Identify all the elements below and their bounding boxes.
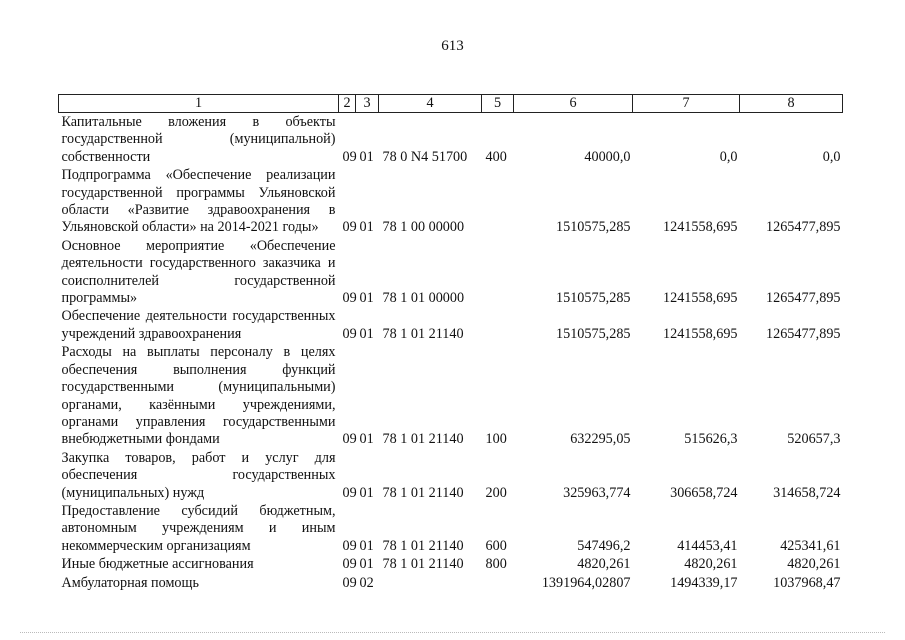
row-target-article: 78 1 01 21140 (382, 537, 464, 554)
row-expense-type: 100 (485, 431, 507, 448)
page-number: 613 (441, 38, 464, 54)
row-value-col8: 1265477,895 (766, 219, 841, 236)
row-section: 09 (342, 431, 357, 448)
table-row (59, 574, 843, 592)
row-expense-type: 200 (485, 484, 507, 501)
row-value-col6: 1510575,285 (556, 325, 631, 342)
header-col-3: 3 (356, 95, 379, 113)
row-target-article (379, 574, 482, 592)
header-col-5: 5 (482, 95, 514, 113)
row-section: 09 (342, 484, 357, 501)
row-section: 09 (342, 574, 357, 591)
row-expense-type (482, 574, 514, 592)
row-value-col6: 1391964,02807 (541, 574, 631, 591)
row-value-col7: 515626,3 (684, 431, 738, 448)
row-subsection: 01 (359, 219, 374, 236)
row-target-article: 78 1 01 21140 (382, 325, 464, 342)
row-subsection: 01 (359, 148, 374, 165)
row-value-col8: 425341,61 (780, 537, 841, 554)
row-name: Основное мероприятие «Обеспечение деятельности государственного заказчика и соисполнителей государственной программы» (61, 237, 336, 307)
row-value-col6: 325963,774 (563, 484, 631, 501)
table-row (59, 502, 843, 555)
row-expense-type: 400 (485, 148, 507, 165)
table-row (59, 113, 843, 167)
header-col-6: 6 (514, 95, 633, 113)
row-section: 09 (342, 325, 357, 342)
table-row (59, 555, 843, 573)
row-value-col8: 1037968,47 (773, 574, 841, 591)
table-row (59, 343, 843, 448)
row-name: Амбулаторная помощь (61, 574, 199, 591)
row-value-col8: 1265477,895 (766, 290, 841, 307)
row-name: Обеспечение деятельности государственных учреждений здравоохранения (61, 308, 336, 342)
row-value-col8: 314658,724 (773, 484, 841, 501)
row-name: Предоставление субсидий бюджетным, автономным учреждениям и иным некоммерческим организациям (61, 502, 336, 554)
header-col-7: 7 (633, 95, 740, 113)
row-value-col7: 1241558,695 (663, 290, 738, 307)
row-subsection: 01 (359, 556, 374, 573)
row-value-col7: 306658,724 (670, 484, 738, 501)
row-value-col8: 4820,261 (787, 556, 841, 573)
row-target-article: 78 1 01 21140 (382, 484, 464, 501)
header-col-1: 1 (59, 95, 339, 113)
row-value-col8: 1265477,895 (766, 325, 841, 342)
row-value-col8: 0,0 (822, 148, 841, 165)
row-value-col7: 1241558,695 (663, 219, 738, 236)
row-value-col7: 1241558,695 (663, 325, 738, 342)
table-row (59, 166, 843, 237)
row-expense-type (482, 307, 514, 343)
header-col-2: 2 (339, 95, 356, 113)
row-value-col6: 632295,05 (570, 431, 631, 448)
row-name: Расходы на выплаты персоналу в целях обеспечения выполнения функций государственными (муниципальными) органами, казёнными учреждениями, органами управления государственными внебюджетными фондами (61, 344, 336, 448)
row-section: 09 (342, 219, 357, 236)
row-value-col6: 547496,2 (577, 537, 631, 554)
row-section: 09 (342, 290, 357, 307)
table-row (59, 237, 843, 308)
row-value-col7: 0,0 (719, 148, 738, 165)
row-value-col6: 1510575,285 (556, 290, 631, 307)
row-target-article: 78 0 N4 51700 (382, 148, 468, 165)
row-target-article: 78 1 01 21140 (382, 556, 464, 573)
row-subsection: 01 (359, 431, 374, 448)
header-col-4: 4 (379, 95, 482, 113)
row-expense-type: 800 (485, 556, 507, 573)
row-subsection: 01 (359, 325, 374, 342)
table-row (59, 307, 843, 343)
row-expense-type (482, 237, 514, 308)
row-name: Капитальные вложения в объекты государственной (муниципальной) собственности (61, 114, 336, 165)
row-value-col6: 40000,0 (584, 148, 631, 165)
row-value-col7: 1494339,17 (670, 574, 738, 591)
row-section: 09 (342, 556, 357, 573)
header-col-8: 8 (740, 95, 843, 113)
scan-edge-line (20, 632, 885, 634)
row-name: Иные бюджетные ассигнования (61, 556, 254, 573)
row-target-article: 78 1 01 00000 (382, 290, 465, 307)
row-name: Подпрограмма «Обеспечение реализации государственной программы Ульяновской области «Развитие здравоохранения в Ульяновской области» на 2014-2021 годы» (61, 167, 336, 236)
row-value-col6: 4820,261 (577, 556, 631, 573)
row-value-col8: 520657,3 (787, 431, 841, 448)
row-expense-type: 600 (485, 537, 507, 554)
row-name: Закупка товаров, работ и услуг для обеспечения государственных (муниципальных) нужд (61, 449, 336, 501)
row-subsection: 02 (359, 574, 374, 591)
header-row (59, 95, 843, 113)
row-subsection: 01 (359, 537, 374, 554)
row-value-col7: 414453,41 (677, 537, 738, 554)
row-value-col6: 1510575,285 (556, 219, 631, 236)
row-target-article: 78 1 01 21140 (382, 431, 464, 448)
row-section: 09 (342, 537, 357, 554)
budget-table (58, 94, 843, 592)
row-subsection: 01 (359, 484, 374, 501)
row-target-article: 78 1 00 00000 (382, 219, 465, 236)
row-subsection: 01 (359, 290, 374, 307)
row-expense-type (482, 166, 514, 237)
row-section: 09 (342, 148, 357, 165)
row-value-col7: 4820,261 (684, 556, 738, 573)
table-row (59, 449, 843, 502)
